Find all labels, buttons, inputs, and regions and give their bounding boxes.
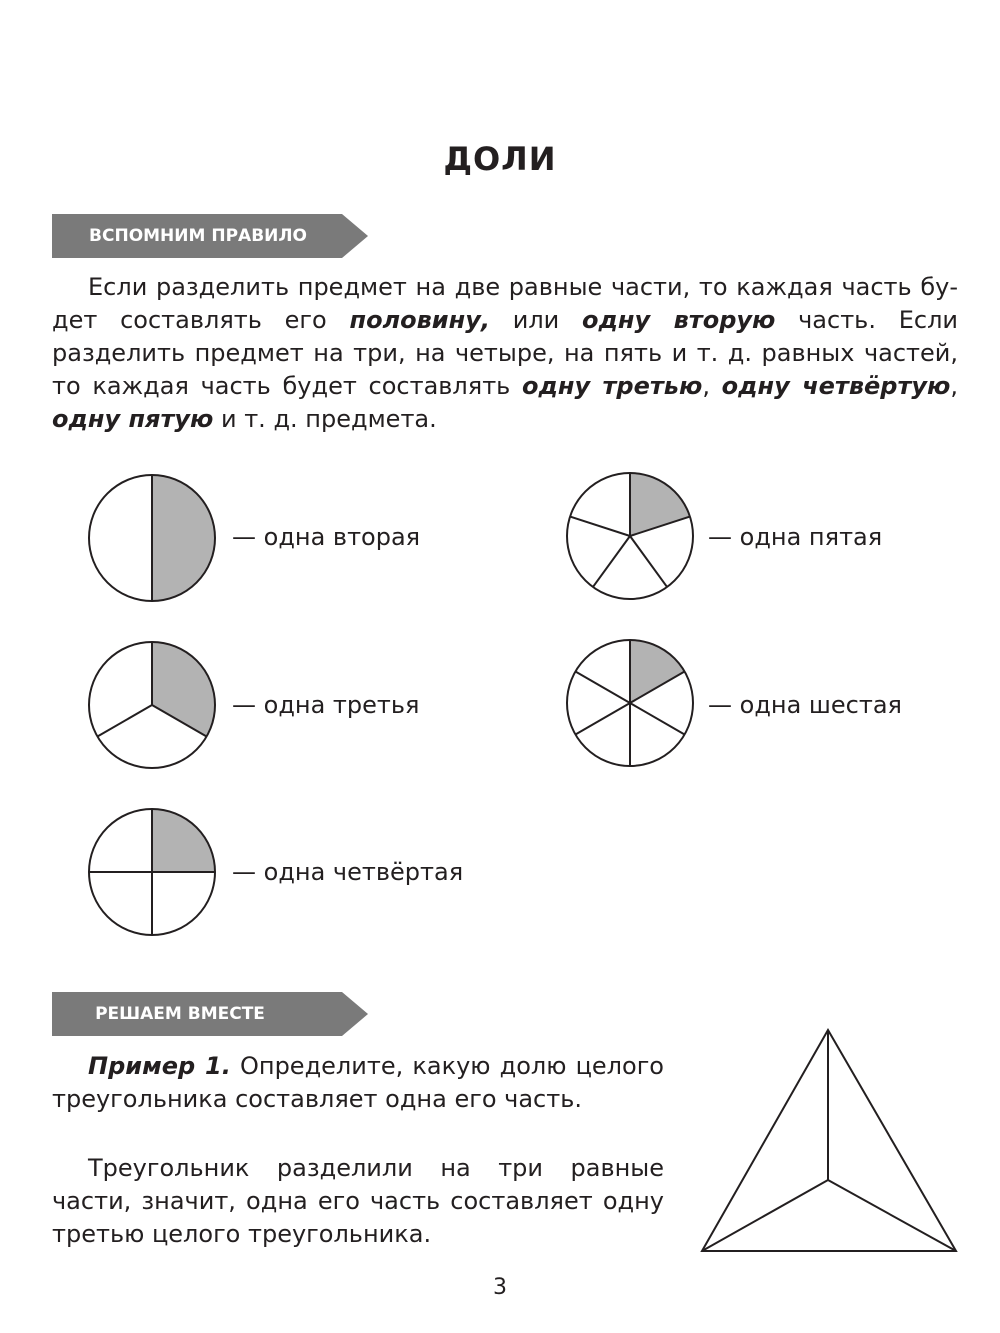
rule-term-one-fifth: одну пятую xyxy=(52,405,214,433)
divider-line xyxy=(630,703,685,735)
circle-third-diagram xyxy=(86,639,218,771)
example-banner xyxy=(52,992,370,1036)
circle-fourth-diagram xyxy=(86,806,218,938)
shaded-sector xyxy=(152,475,215,601)
rule-text-4: , xyxy=(702,372,722,400)
divider-line xyxy=(575,672,630,704)
page-title: ДОЛИ xyxy=(443,140,557,178)
rule-term-half: половину, xyxy=(349,306,490,334)
fraction-circle-fifth xyxy=(564,470,696,606)
rule-text-3: часть. Если разделить предмет на три, на четыре, на пять и т. д. равных частей, то каждая часть будет составлять xyxy=(52,306,959,400)
fraction-label-third: — одна третья xyxy=(232,691,420,719)
fraction-label-half: — одна вторая xyxy=(232,523,421,551)
example-banner-label: РЕШАЕМ ВМЕСТЕ xyxy=(95,1004,265,1024)
divider-line xyxy=(97,705,152,737)
fraction-label-fifth: — одна пятая xyxy=(708,523,883,551)
page-number: 3 xyxy=(493,1275,507,1300)
answer-text: Треугольник разделили на три равные части, значит, одна его часть составляет одну третью целого треугольника. xyxy=(52,1154,664,1248)
fraction-circle-sixth xyxy=(564,637,696,773)
example-paragraph xyxy=(52,1050,664,1116)
rule-text-2: или xyxy=(489,306,583,334)
rule-term-one-second: одну вторую xyxy=(582,306,776,334)
rule-text-6: и т. д. предмета. xyxy=(213,405,437,433)
fraction-label-sixth: — одна шестая xyxy=(708,691,902,719)
rule-banner xyxy=(52,214,370,258)
example-label: Пример 1. xyxy=(88,1052,231,1080)
divider-line xyxy=(575,703,630,735)
circle-fifth-diagram xyxy=(564,470,696,602)
example-question: Определите, какую долю целого треугольника составляет одна его часть. xyxy=(52,1052,664,1113)
fraction-circle-half xyxy=(86,472,218,608)
fraction-circle-third xyxy=(86,639,218,775)
divider-line xyxy=(570,517,630,536)
rule-term-one-third: одну третью xyxy=(522,372,703,400)
circle-half-diagram xyxy=(86,472,218,604)
fraction-label-fourth: — одна четвёртая xyxy=(232,858,464,886)
answer-paragraph xyxy=(52,1152,664,1251)
fraction-circle-fourth xyxy=(86,806,218,942)
divider-line xyxy=(630,536,667,587)
shaded-sector xyxy=(630,640,685,703)
divider-line xyxy=(593,536,630,587)
rule-banner-label: ВСПОМНИМ ПРАВИЛО xyxy=(89,226,307,246)
rule-paragraph xyxy=(52,271,958,436)
rule-text-1: Если разделить предмет на две равные части, то каждая часть будет составлять его xyxy=(52,273,958,334)
rule-text-5: , xyxy=(950,372,958,400)
rule-term-one-fourth: одну четвёртую xyxy=(721,372,951,400)
triangle-diagram xyxy=(694,1022,964,1262)
circle-sixth-diagram xyxy=(564,637,696,769)
